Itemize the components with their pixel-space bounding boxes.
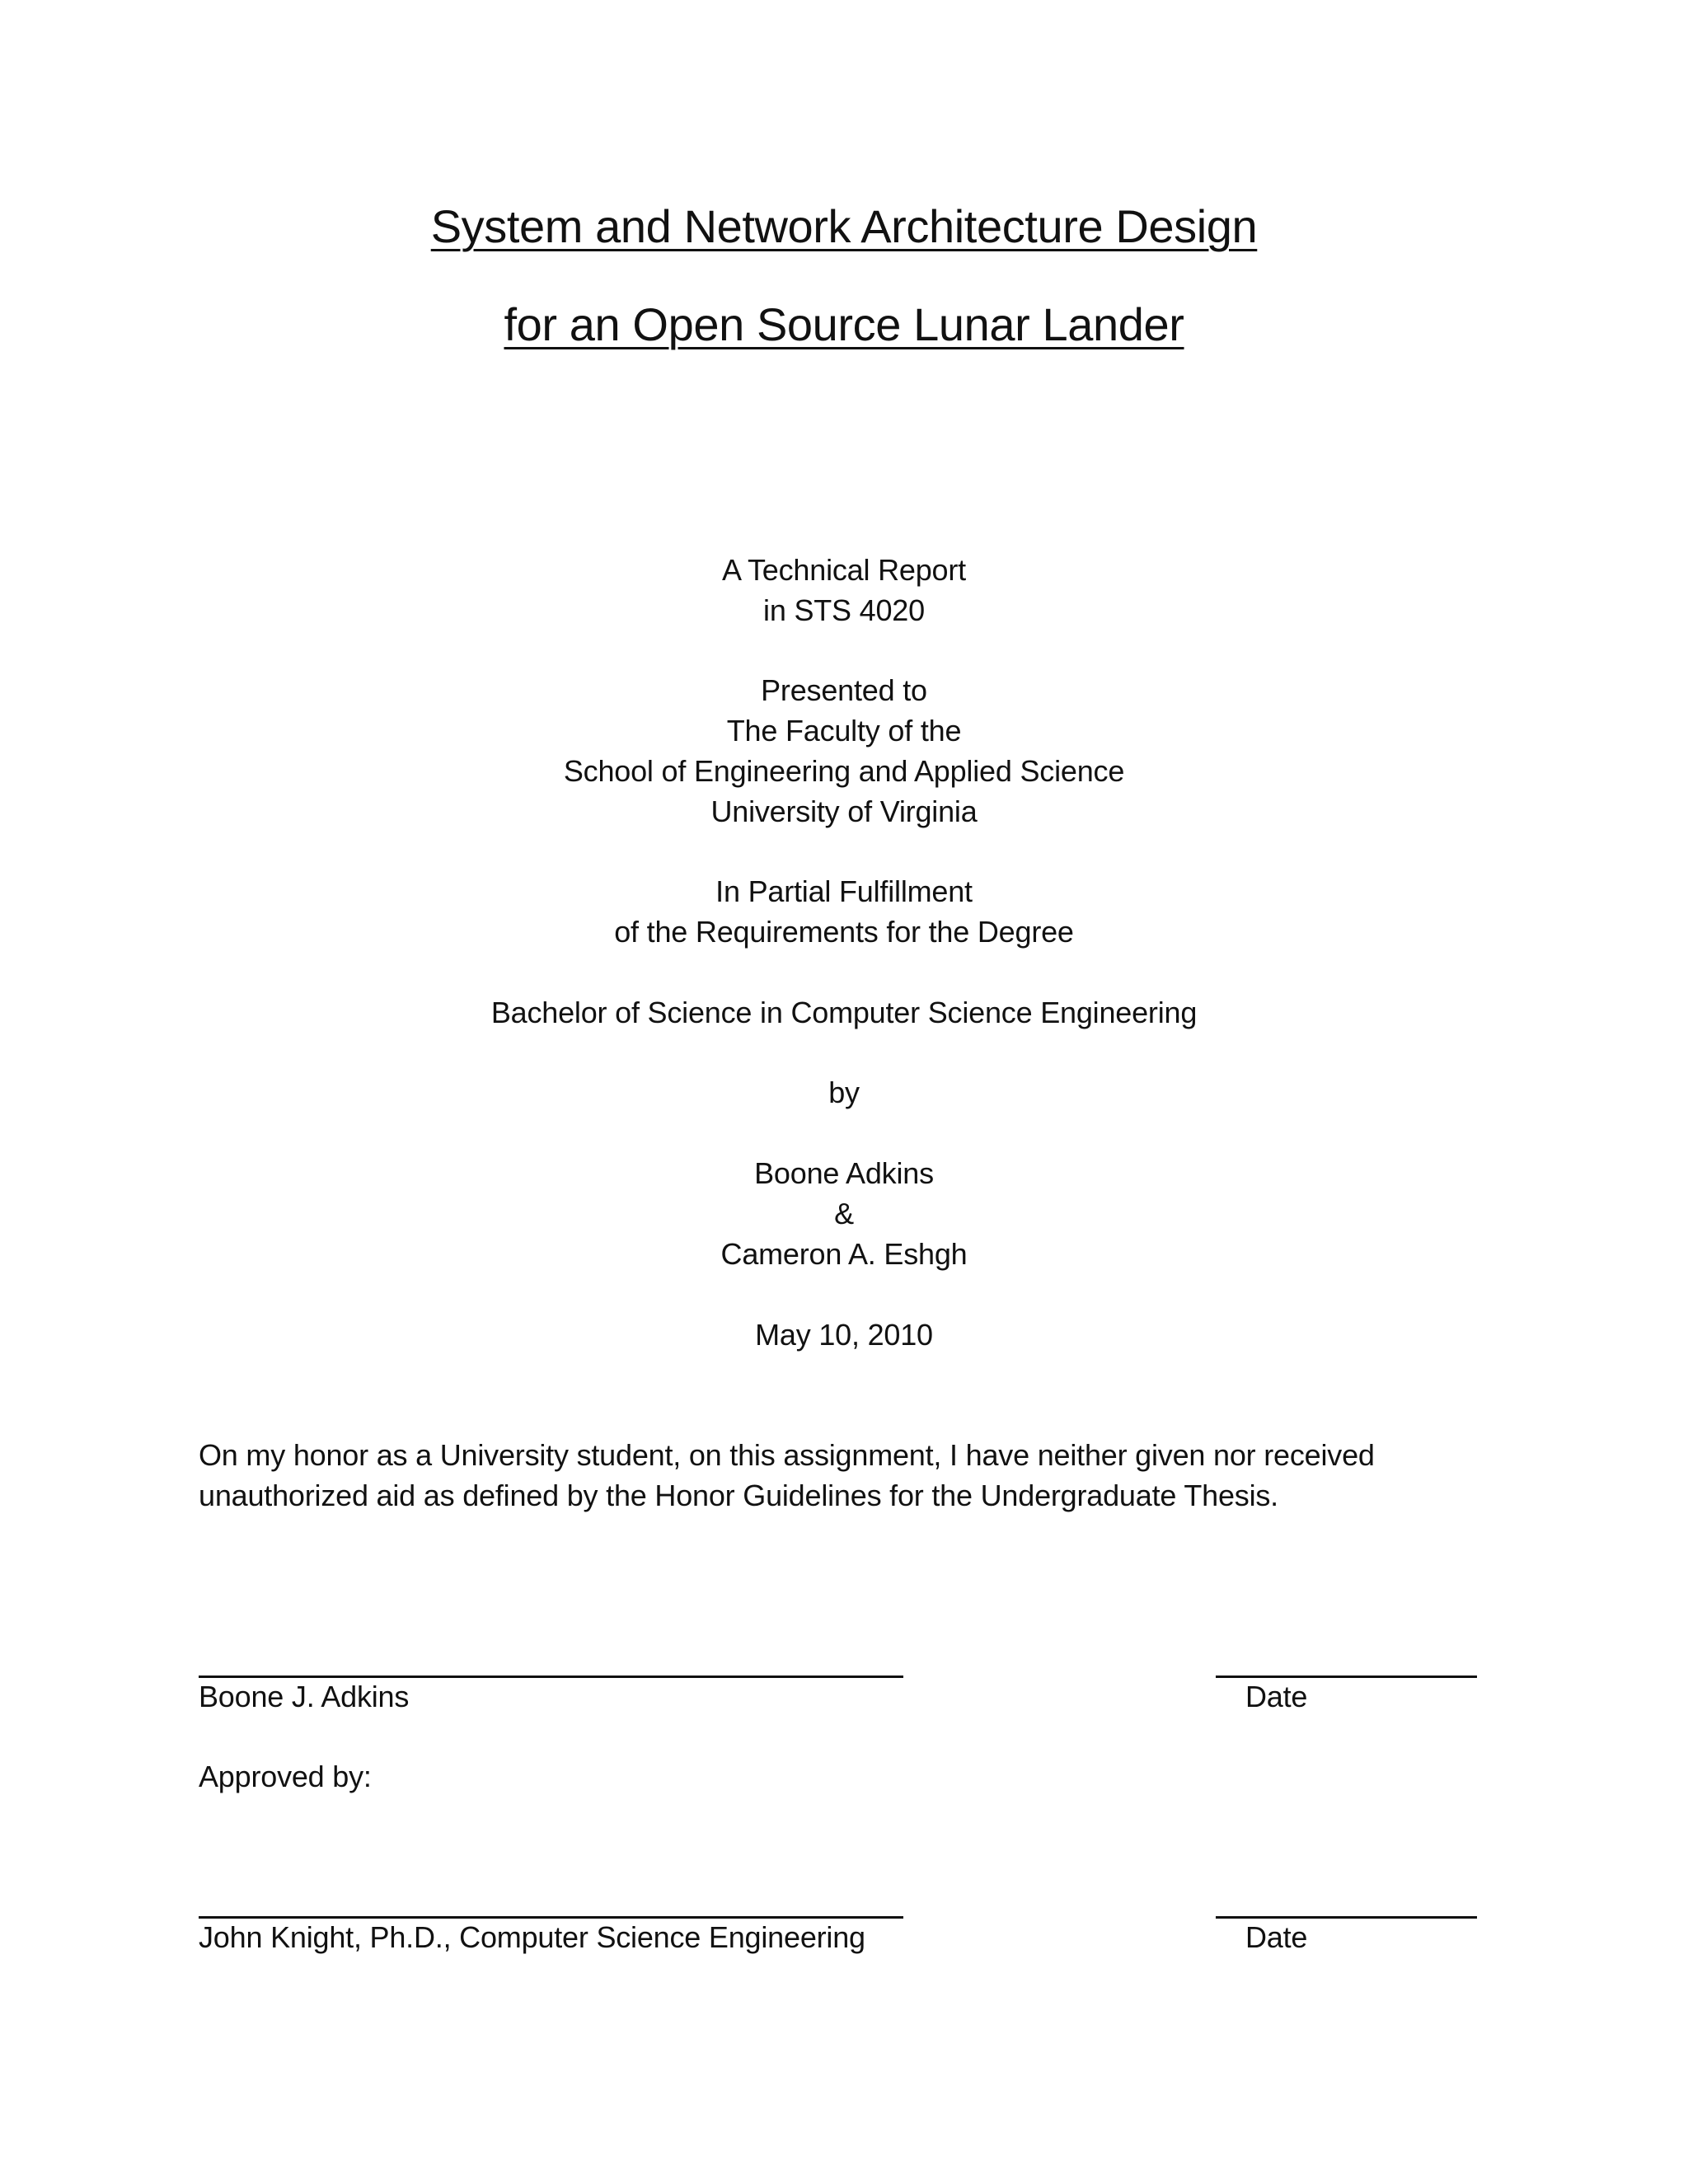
- approved-by-label: Approved by:: [199, 1760, 372, 1793]
- degree-name: Bachelor of Science in Computer Science Engineering: [490, 996, 1198, 1029]
- student-name: Boone J. Adkins: [199, 1680, 410, 1713]
- report-type: A Technical Report: [722, 553, 966, 587]
- by-label: by: [828, 1076, 860, 1109]
- advisor-date-label: Date: [1245, 1920, 1308, 1954]
- student-date-label: Date: [1245, 1680, 1308, 1713]
- author-ampersand: &: [834, 1197, 854, 1230]
- faculty: The Faculty of the: [726, 714, 962, 748]
- course: in STS 4020: [763, 593, 925, 627]
- author-one: Boone Adkins: [754, 1156, 934, 1190]
- honor-statement-line-2: unauthorized aid as defined by the Honor Guidelines for the Undergraduate Thesis.: [199, 1479, 1278, 1512]
- author-two: Cameron A. Eshgh: [720, 1237, 968, 1271]
- honor-statement-line-1: On my honor as a University student, on this assignment, I have neither given nor received: [199, 1438, 1375, 1472]
- title-line-1: System and Network Architecture Design: [430, 200, 1258, 252]
- presented-to: Presented to: [761, 673, 927, 707]
- degree-requirements: of the Requirements for the Degree: [614, 915, 1074, 949]
- report-date: May 10, 2010: [755, 1318, 933, 1352]
- title-line-2: for an Open Source Lunar Lander: [504, 298, 1184, 350]
- school: School of Engineering and Applied Science: [563, 754, 1125, 788]
- partial-fulfillment: In Partial Fulfillment: [715, 874, 973, 908]
- advisor-name: John Knight, Ph.D., Computer Science Engineering: [199, 1920, 865, 1954]
- university: University of Virginia: [710, 794, 978, 828]
